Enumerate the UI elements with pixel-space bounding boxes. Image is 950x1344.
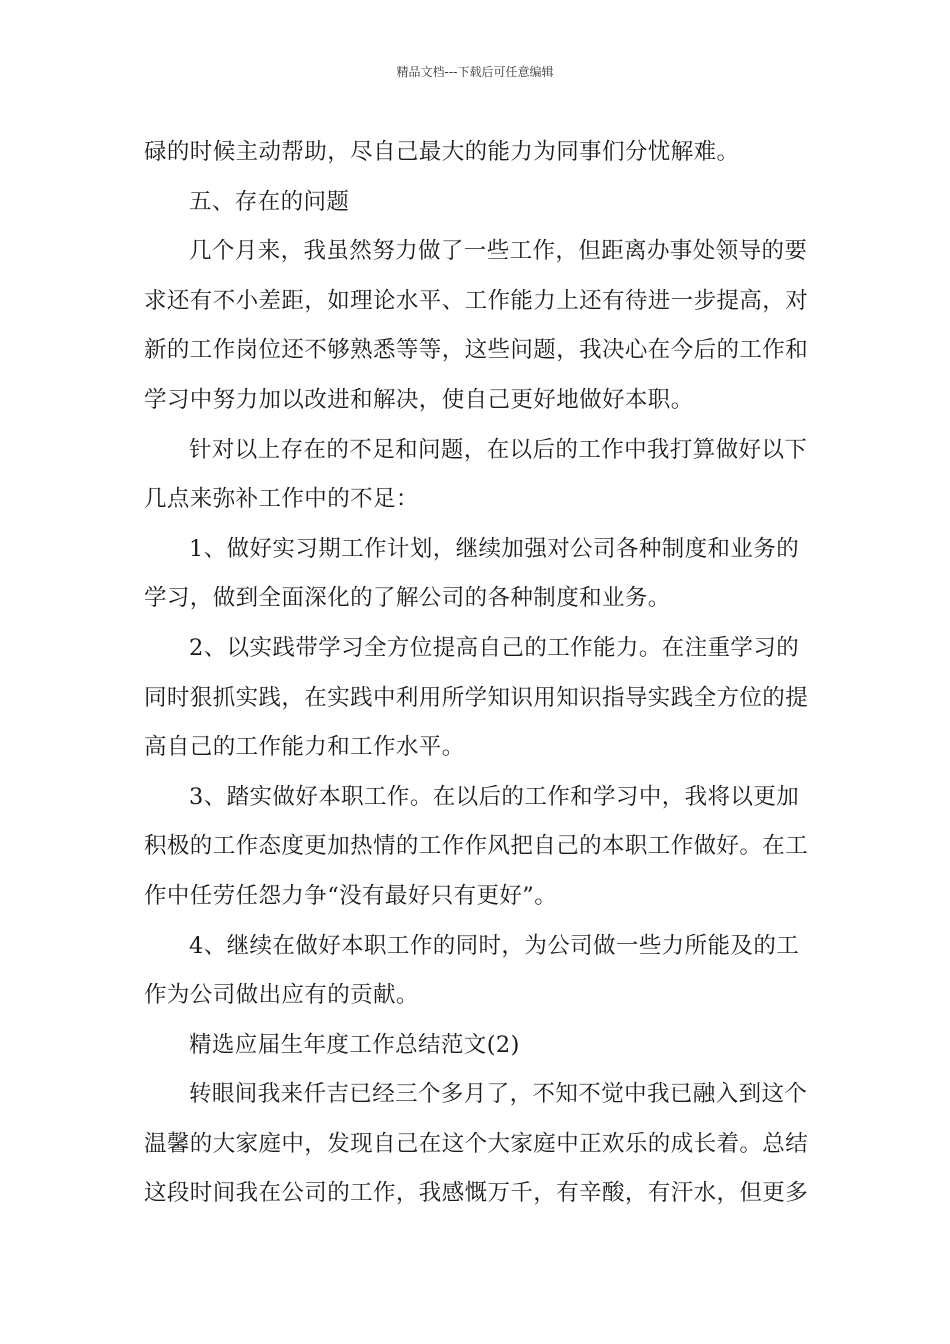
paragraph-problems: 几个月来，我虽然努力做了一些工作，但距离办事处领导的要求还有不小差距，如理论水平、工作能力上还有待进一步提高，对新的工作岗位还不够熟悉等等，这些问题，我决心在今后的工作和学习中努力加以改进和解决，使自己更好地做好本职。: [144, 238, 809, 413]
list-item-2: 2、以实践带学习全方位提高自己的工作能力。在注重学习的同时狠抓实践，在实践中利用所学知识用知识指导实践全方位的提高自己的工作能力和工作水平。: [144, 634, 809, 761]
paragraph-article-intro: 转眼间我来仟吉已经三个多月了，不知不觉中我已融入到这个温馨的大家庭中，发现自己在这个大家庭中正欢乐的成长着。总结这段时间我在公司的工作，我感慨万千，有辛酸，有汗水，但更多: [144, 1081, 809, 1207]
document-body: [144, 128, 810, 1219]
list-item-4: 4、继续在做好本职工作的同时，为公司做一些力所能及的工作为公司做出应有的贡献。: [144, 932, 800, 1009]
page-header: 精品文档---下载后可任意编辑: [396, 65, 554, 79]
paragraph-continuation: 碌的时候主动帮助，尽自己最大的能力为同事们分忧解难。: [144, 139, 740, 165]
section-heading-problems: 五、存在的问题: [189, 188, 350, 215]
article-title: 精选应届生年度工作总结范文(2): [189, 1031, 520, 1058]
list-item-3: 3、踏实做好本职工作。在以后的工作和学习中，我将以更加积极的工作态度更加热情的工作作风把自己的本职工作做好。在工作中任劳任怨力争“没有最好只有更好”。: [144, 783, 809, 909]
paragraph-plan-intro: 针对以上存在的不足和问题，在以后的工作中我打算做好以下几点来弥补工作中的不足：: [144, 436, 808, 513]
list-item-1: 1、做好实习期工作计划，继续加强对公司各种制度和业务的学习，做到全面深化的了解公司的各种制度和业务。: [144, 535, 800, 612]
